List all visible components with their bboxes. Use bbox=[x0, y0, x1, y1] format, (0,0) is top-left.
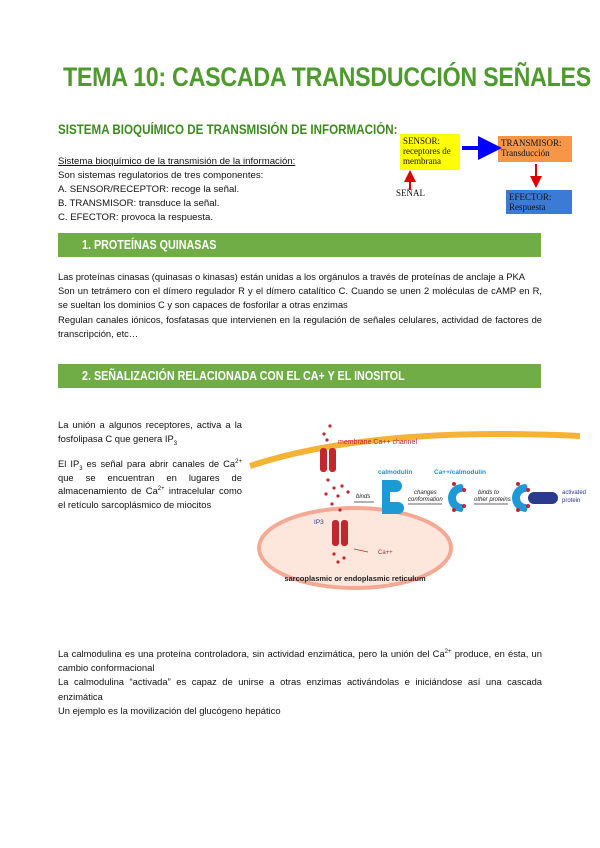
membrane-channel-label: membrane Ca++ channel bbox=[338, 439, 417, 446]
section2-left-p2: El $IP_3$ es señal para abrir canales de $Ca^{2+}$ que se encuentran en lugares de almacenamiento de $Ca^{2+}$ intracelular como el retículo sarcoplásmico de miocitos bbox=[58, 458, 242, 510]
efector-box: EFECTOR: Respuesta bbox=[506, 190, 572, 214]
intro-heading: Sistema bioquímico de la transmisión de la información: bbox=[58, 156, 296, 167]
binds-label: binds bbox=[356, 494, 371, 500]
flow-arrows bbox=[390, 130, 590, 220]
ca-calmodulin-shape bbox=[448, 484, 464, 512]
intro-line: Son sistemas regulatorios de tres componentes: bbox=[58, 170, 264, 181]
section1-p2: Son un tetrámero con el dímero regulador R y el dímero catalítico C. Cuando se unen 2 moléculas de cAMP en R, se sueltan los dominios C y son capaces de fosforilar a otras enzimas bbox=[58, 285, 542, 311]
bottom-p2: La calmodulina “activada” es capaz de unirse a otras enzimas activándolas e iniciándose así una cascada enzimática bbox=[58, 676, 542, 702]
reticulum-label: sarcoplasmic or endoplasmic reticulum bbox=[284, 574, 426, 583]
section1-p3: Regulan canales iónicos, fosfatasas que intervienen en la regulación de señales celulares, actividad de factores de transcripción, etc… bbox=[58, 313, 542, 339]
bottom-p1: La calmodulina es una proteína controladora, sin actividad enzimática, pero la unión del $Ca^{2+}$ produce, en ésta, un cambio conformacional bbox=[58, 648, 542, 674]
intro-item-a: A. SENSOR/RECEPTOR: recoge la señal. bbox=[58, 184, 240, 195]
intro-item-b: B. TRANSMISOR: transduce la señal. bbox=[58, 198, 220, 209]
section1-header bbox=[58, 233, 541, 257]
calmodulin-shape bbox=[382, 480, 404, 514]
sensor-box: SENSOR: receptores de membrana bbox=[400, 134, 460, 170]
signal-label: SEÑAL bbox=[396, 188, 425, 198]
transmisor-box: TRANSMISOR: Transducción bbox=[498, 136, 572, 162]
ca-calmodulin-label: Ca++/calmodulin bbox=[434, 469, 487, 476]
section2-left-text bbox=[58, 418, 242, 523]
bottom-body bbox=[58, 647, 542, 718]
conformation-label: conformation bbox=[408, 497, 443, 503]
intro-item-c: C. EFECTOR: provoca la respuesta. bbox=[58, 212, 213, 223]
section2-header bbox=[58, 364, 541, 388]
ca-label: Ca++ bbox=[378, 550, 393, 556]
ip3-label: IP3 bbox=[314, 519, 324, 526]
other-proteins-label: other proteins bbox=[474, 497, 511, 503]
protein-label: protein bbox=[562, 498, 581, 504]
bottom-p3: Un ejemplo es la movilización del glucógeno hepático bbox=[58, 704, 281, 716]
activated-label: activated bbox=[562, 490, 587, 496]
calmodulin-diagram bbox=[250, 418, 587, 603]
section2-title: 2. SEÑALIZACIÓN RELACIONADA CON EL CA+ Y EL INOSITOL bbox=[82, 369, 405, 383]
calmodulin-label: calmodulin bbox=[378, 469, 413, 476]
section-subheading: SISTEMA BIOQUÍMICO DE TRANSMISIÓN DE INFORMACIÓN: bbox=[58, 122, 398, 137]
activated-protein-shape bbox=[528, 492, 558, 504]
section1-body bbox=[58, 270, 542, 341]
page-title: TEMA 10: CASCADA TRANSDUCCIÓN SEÑALES bbox=[63, 62, 591, 92]
bound-calmodulin-shape bbox=[512, 484, 528, 512]
changes-label: changes bbox=[414, 490, 437, 496]
section2-left-p1: La unión a algunos receptores, activa a la fosfolipasa C que genera $IP_3$ bbox=[58, 419, 242, 447]
section1-p1: Las proteínas cinasas (quinasas o kinasas) están unidas a los orgánulos a través de proteínas de anclaje a PKA bbox=[58, 271, 525, 282]
intro-block bbox=[58, 155, 358, 225]
section1-title: 1. PROTEÍNAS QUINASAS bbox=[82, 238, 217, 252]
binds-to-label: binds to bbox=[478, 490, 500, 496]
